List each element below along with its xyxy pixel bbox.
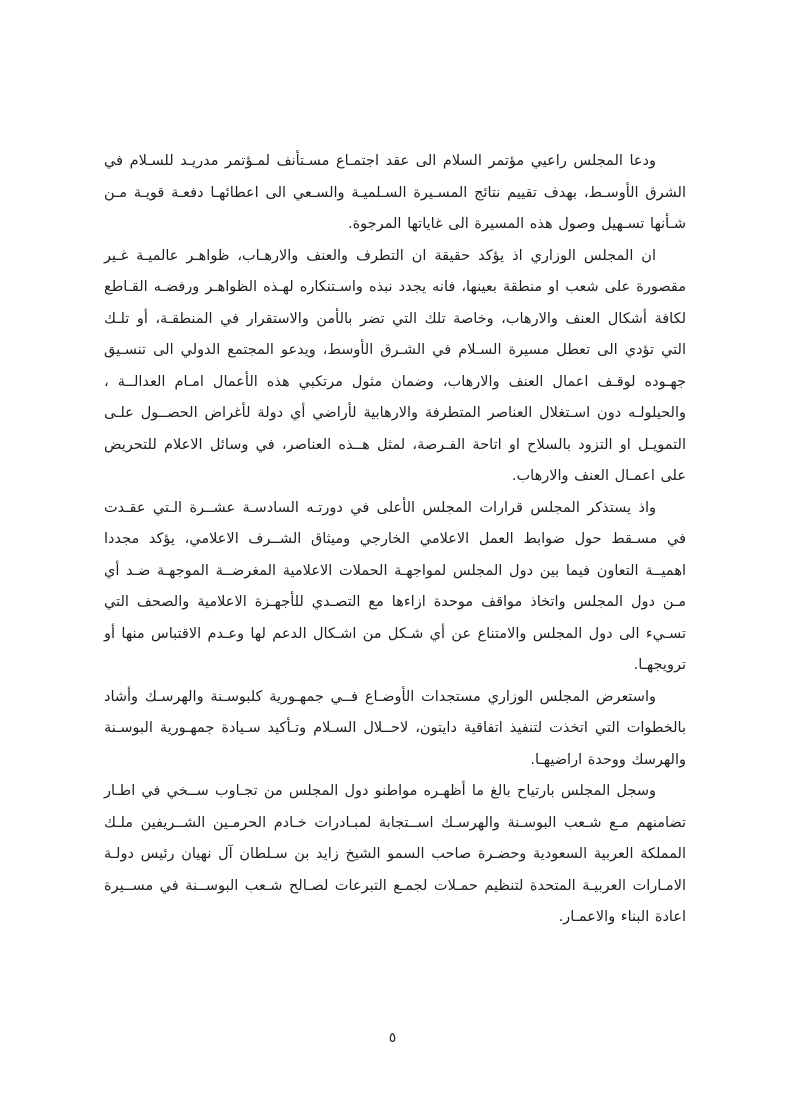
- paragraph-terrorism-condemnation: ان المجلس الوزاري اذ يؤكد حقيقة ان التطرف والعنف والارهـاب، ظواهـر عالميـة غـير مقصورة على شعب او منطقة بعينها، فانه يجدد نبذه واسـتنكاره لهـذه الظواهـر ورفضـه القـاطع لكافة أشكال العنف والارهاب، وخاصة تلك التي تضر بالأمن والاستقرار في المنطقـة، أو تلـك التي تؤدي الى تعطل مسيرة السـلام في الشـرق الأوسط، ويدعو المجتمع الدولي الى تنسـيق جهـوده لوقـف اعمال العنف والارهاب، وضمان مثول مرتكبي هذه الأعمال امـام العدالــة ، والحيلولـه دون اسـتغلال العناصر المتطرفة والارهابية لأراضي أي دولة لأغراض الحصــول علـى التمويـل او التزود بالسلاح او اتاحة الفـرصة، لمثل هــذه العناصر، في وسائل الاعلام للتحريض على اعمـال العنف والارهاب.: [104, 247, 686, 484]
- paragraph-bosnia-dayton: واستعرض المجلس الوزاري مستجدات الأوضـاع فــي جمهـورية كلبوسـنة والهرسـك وأشاد بالخطوات التي اتخذت لتنفيذ اتفاقية دايتون، لاحــلال السـلام وتـأكيد سـيادة جمهـورية البوسـنة والهرسك ووحدة اراضيهـا.: [104, 688, 686, 768]
- paragraph-madrid-conference: ودعا المجلس راعيي مؤتمر السلام الى عقد اجتمـاع مسـتأنف لمـؤتمر مدريـد للسـلام في الشرق الأوسـط، بهدف تقييم نتائج المسـيرة السـلميـة والسـعي الى اعطائهـا دفعـة قويـة مـن شـأنها تسـهيل وصول هذه المسيرة الى غاياتها المرجوة.: [104, 153, 686, 232]
- page-number: ٥: [388, 1030, 397, 1046]
- document-body: [104, 146, 686, 934]
- paragraph-media-cooperation: واذ يستذكر المجلس قرارات المجلس الأعلى في دورتـه السادسـة عشــرة الـتي عقـدت في مسـقط حول ضوابط العمل الاعلامي الخارجي وميثاق الشــرف الاعلامي، يؤكد مجددا اهميــة التعاون فيما بين دول المجلس لمواجهـة الحملات الاعلامية المغرضــة الموجهـة ضـد أي مـن دول المجلس واتخاذ مواقف موحدة ازاءها مع التصـدي للأجهـزة الاعلامية والصحف التي تسـيء الى دول المجلس والامتناع عن أي شـكل من اشـكال الدعم لها وعـدم الاقتباس منها أو ترويجهـا.: [104, 499, 686, 673]
- paragraph-donation-campaigns: وسجل المجلس بارتياح بالغ ما أظهـره مواطنو دول المجلس من تجـاوب ســخي في اطـار تضامنهم مـع شـعب البوسـنة والهرسـك اســتجابة لمبـادرات خـادم الحرمـين الشــريفين ملـك المملكة العربية السعودية وحضـرة صاحب السمو الشيخ زايد بن سـلطان آل نهيان رئيس دولـة الامـارات العربيـة المتحدة لتنظيم حمـلات لجمـع التبرعات لصـالح شـعب البوســنة في مســيرة اعادة البناء والاعمـار.: [104, 783, 686, 925]
